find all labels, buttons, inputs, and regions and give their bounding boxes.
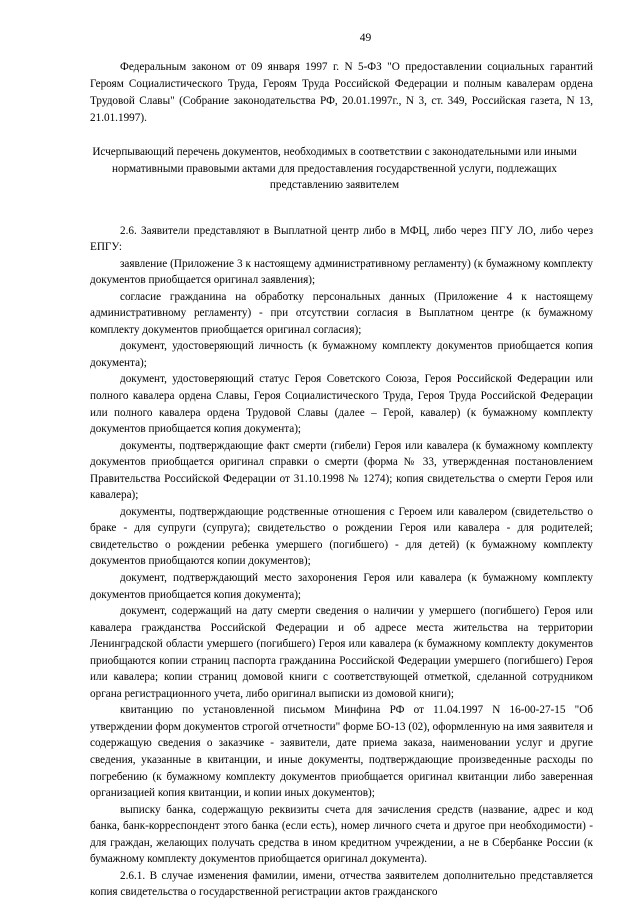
paragraph-2-6-intro: 2.6. Заявители представляют в Выплатной центр либо в МФЦ, либо через ПГУ ЛО, либо через ЕПГУ: — [90, 224, 593, 254]
paragraph-identity-document: документ, удостоверяющий личность (к бумажному комплекту документов приобщается копия документа); — [90, 340, 593, 369]
page-number: 49 — [359, 32, 372, 44]
paragraph-death-documents: документы, подтверждающие факт смерти (гибели) Героя или кавалера (к бумажному комплекту документов приобщается оригинал справки о смерти (форма № 33, утвержденная постановлением Правительства Российской Федерации от 31.10.1998 № 1274); копия свидетельства о смерти Героя или кавалера); — [90, 439, 593, 502]
paragraph-2-6-1: 2.6.1. В случае изменения фамилии, имени, отчества заявителем дополнительно представляется копия свидетельства о государственной регистрации актов гражданского — [90, 869, 593, 899]
paragraph-application: заявление (Приложение 3 к настоящему административному регламенту) (к бумажному комплекту документов приобщается оригинал заявления); — [90, 257, 593, 287]
paragraph-hero-status-document: документ, удостоверяющий статус Героя Советского Союза, Героя Российской Федерации или полного кавалера ордена Славы, Героя Социалистического Труда, Героя Труда Российской Федерации или полного кавалера ордена Трудовой Славы (далее – Герой, кавалер) (к бумажному комплекту документов приобщается копия документа); — [90, 373, 593, 436]
document-list — [90, 223, 593, 901]
paragraph-bank-statement: выписку банка, содержащую реквизиты счета для зачисления средств (название, адрес и код банка, банк-корреспондент этого банка (если есть), номер личного счета и другое при необходимости) - для граждан, желающих получать средства в ином кредитном учреждении, а не в Сбербанке России (к бумажному комплекту документов приобщается оригинал документа). — [90, 803, 593, 866]
section-title: Исчерпывающий перечень документов, необходимых в соответствии с законодательными или иными нормативными правовыми актами для предоставления государственной услуги, подлежащих представлению заявителем — [92, 146, 577, 191]
paragraph-burial-place-document: документ, подтверждающий место захоронения Героя или кавалера (к бумажному комплекту документов приобщается копия документа); — [90, 571, 593, 601]
paragraph-citizenship-residence-document: документ, содержащий на дату смерти сведения о наличии у умершего (погибшего) Героя или кавалера гражданства Российской Федерации и об адресе места жительства на территории Ленинградской области умершего (погибшего) Героя или кавалера (к бумажному комплекту документов приобщаются копии страниц паспорта гражданина Российской Федерации умершего (погибшего) Героя или кавалера; копии страниц домовой книги с соответствующей отметкой, сделанной сотрудником органа регистрационного учета, либо оригинал выписки из домовой книги); — [90, 605, 593, 700]
paragraph-kinship-documents: документы, подтверждающие родственные отношения с Героем или кавалером (свидетельство о браке - для супруги (супруга); свидетельство о рождении Героя или кавалера - для родителей; свидетельство о рождении ребенка умершего (погибшего) - для детей) (к бумажному комплекту документов приобщаются копии документов); — [90, 505, 593, 568]
paragraph-receipt: квитанцию по установленной письмом Минфина РФ от 11.04.1997 N 16-00-27-15 "Об утверждении форм документов строгой отчетности" форме БО-13 (02), оформленную на имя заявителя и содержащую сведения о заказчике - заявители, дате приема заказа, наименовании услуг и другие сведения, указанные в квитанции, и иные документы, подтверждающие произведенные расходы по погребению (к бумажному комплекту документов приобщается оригинал квитанции либо заверенная организацией копия квитанции, и копии иных документов); — [90, 704, 593, 800]
paragraph-personal-data-consent: согласие гражданина на обработку персональных данных (Приложение 4 к настоящему административному регламенту) - при отсутствии согласия в Выплатном центре (к бумажному комплекту документов приобщается оригинал согласия); — [90, 290, 593, 336]
law-reference-paragraph: Федеральным законом от 09 января 1997 г. N 5-ФЗ "О предоставлении социальных гарантий Героям Социалистического Труда, Героям Труда Российской Федерации и полным кавалерам ордена Трудовой Славы" (Собрание законодательства РФ, 20.01.1997г., N 3, ст. 349, Российская газета, N 13, 21.01.1997). — [90, 61, 593, 124]
